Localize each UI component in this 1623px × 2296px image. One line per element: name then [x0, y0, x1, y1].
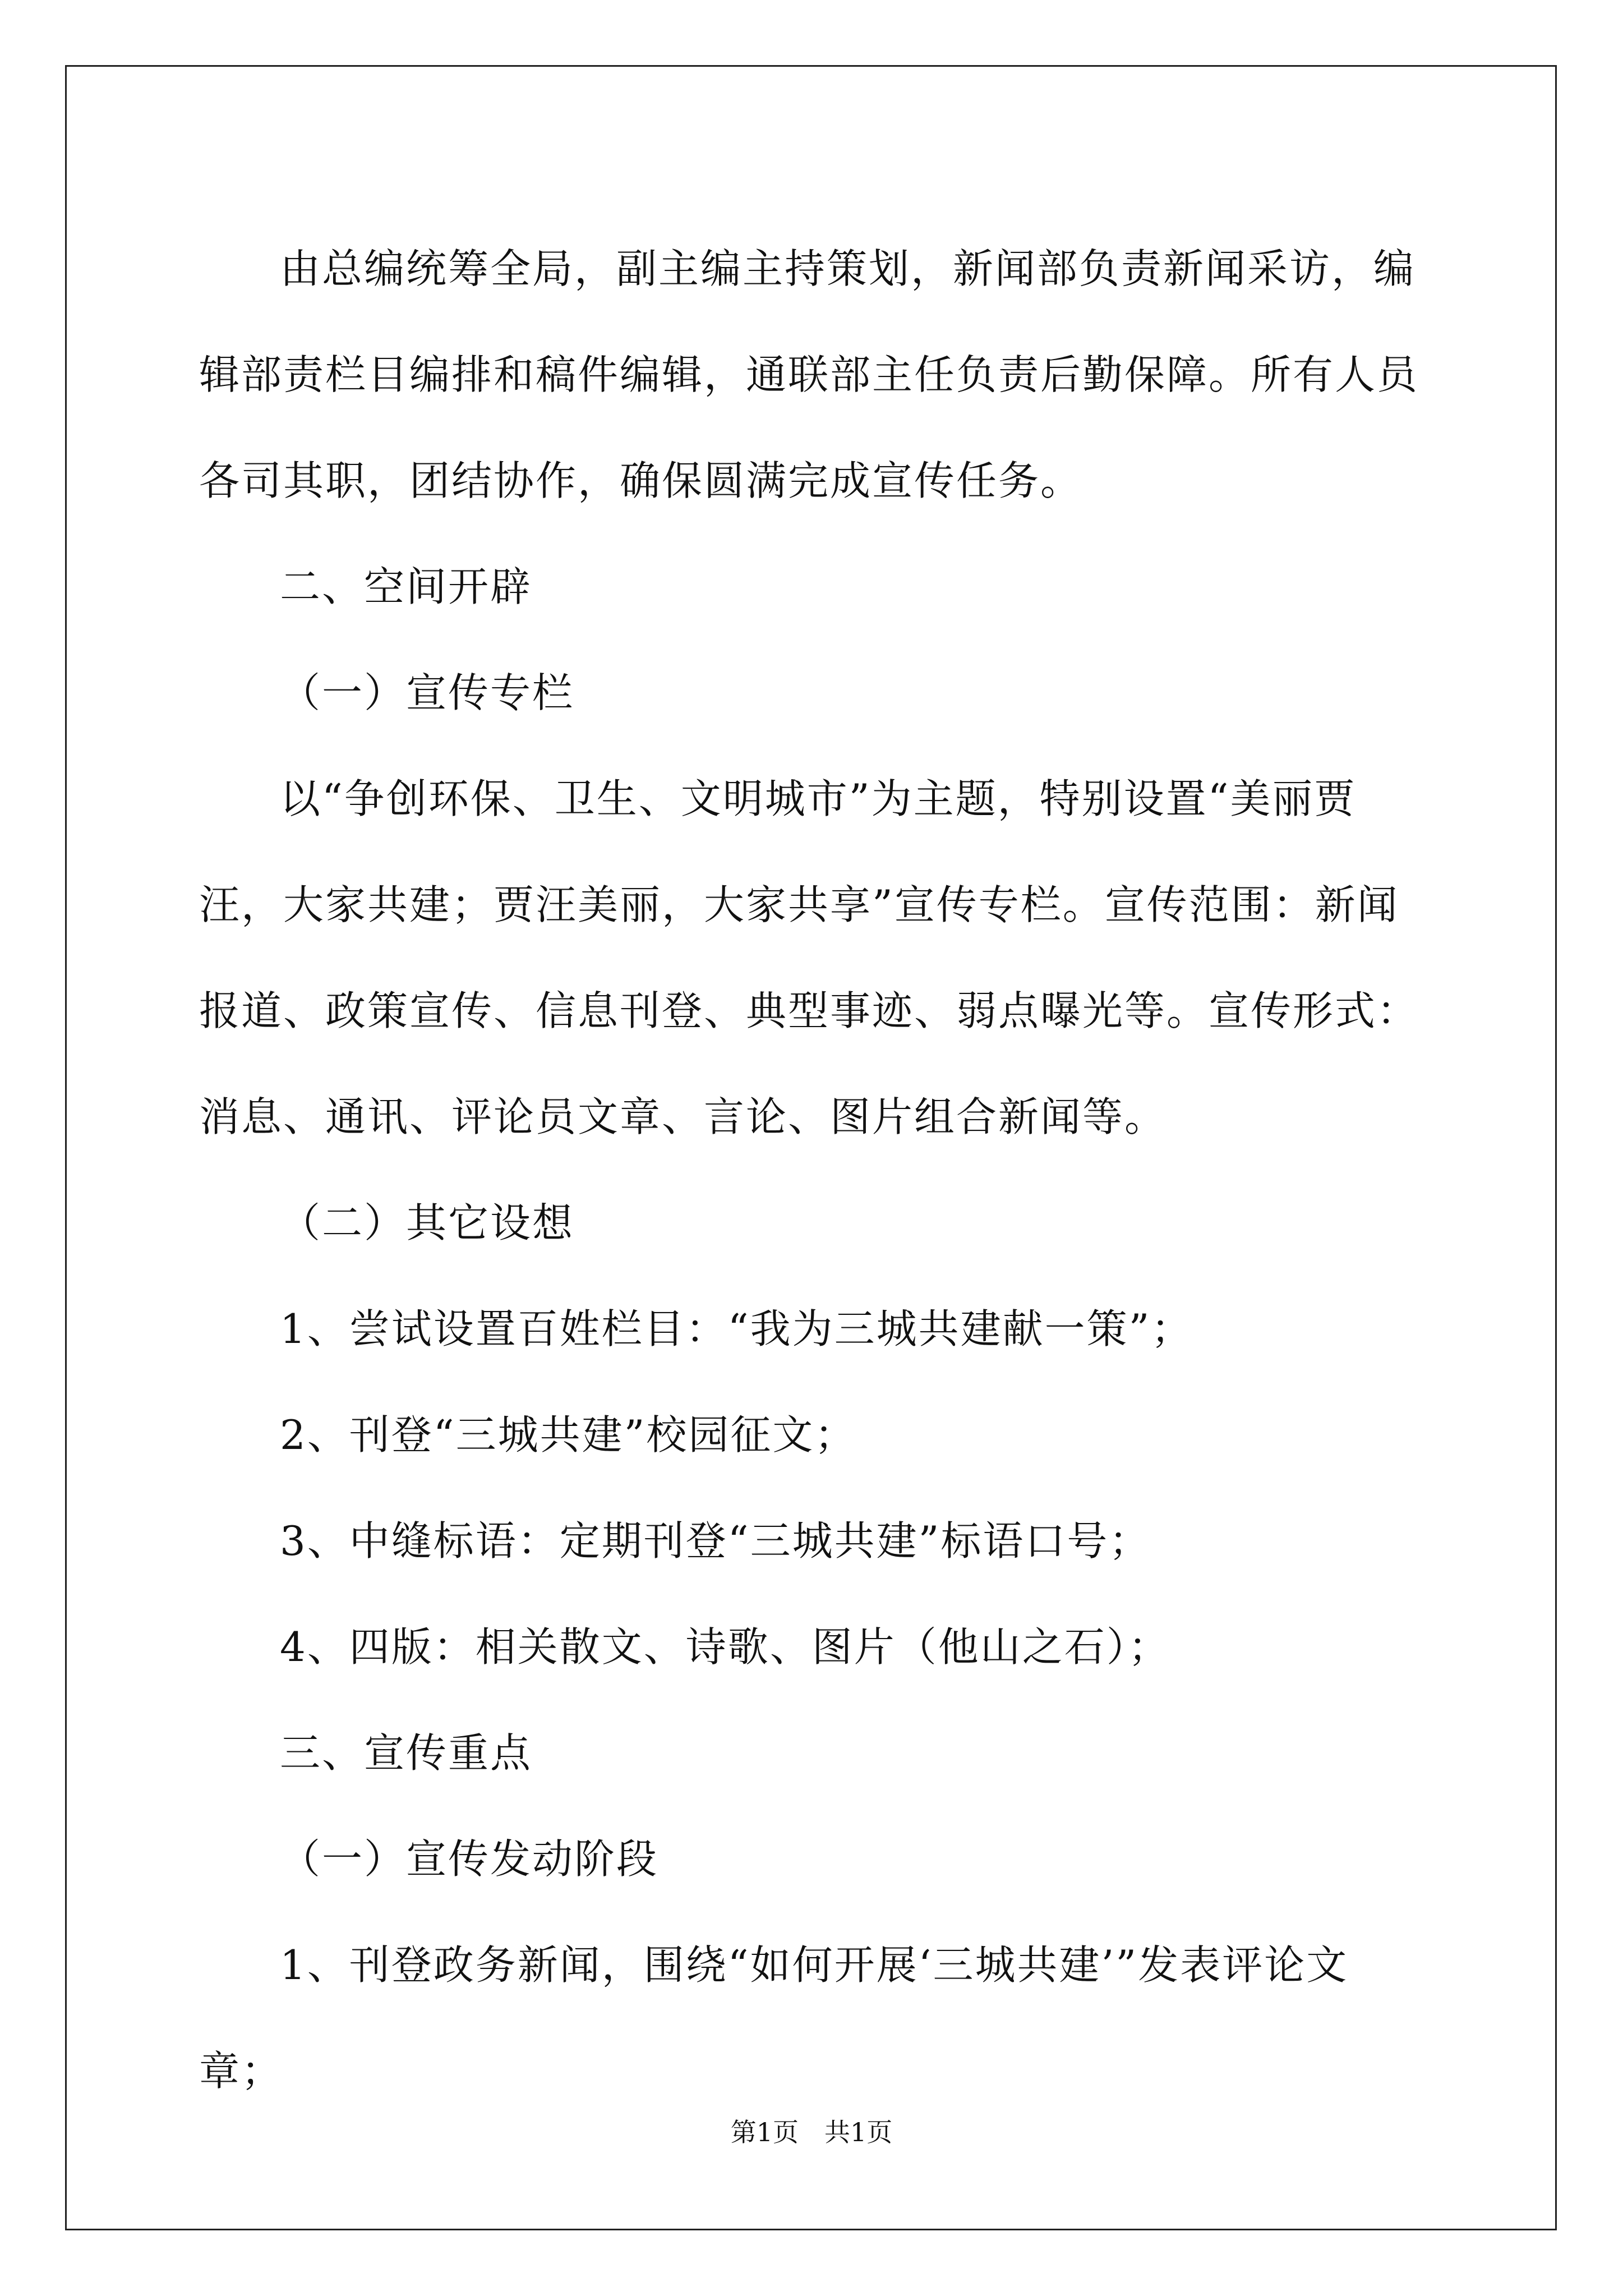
page-footer: 第1页 共1页 [730, 2117, 893, 2147]
list-item-2: 2、刊登“三城共建”校园征文； [280, 1411, 857, 1458]
heading-section-3: 三、宣传重点 [280, 1729, 533, 1777]
list-item-4: 4、四版：相关散文、诗歌、图片（他山之石）； [280, 1623, 1170, 1671]
paragraph-column-theme: 以“争创环保、卫生、文明城市”为主题，特别设置“美丽贾汪，大家共建；贾汪美丽，大家共享”宣传专栏。宣传范围：新闻报道、政策宣传、信息刊登、典型事迹、弱点曝光等。宣传形式：消息、通讯、评论员文章、言论、图片组合新闻等。 [199, 775, 1419, 1140]
list-item-1: 1、尝试设置百姓栏目：“我为三城共建献一策”； [280, 1305, 1193, 1352]
document-body [199, 216, 1427, 2124]
list-item-3: 3、中缝标语：定期刊登“三城共建”标语口号； [280, 1517, 1151, 1565]
subheading-mobilization: （一）宣传发动阶段 [280, 1835, 659, 1883]
subheading-column: （一）宣传专栏 [280, 669, 575, 716]
list-item-mobilization-1: 1、刊登政务新闻，围绕“如何开展‘三城共建’”发表评论文章； [199, 1941, 1349, 2095]
paragraph-organization: 由总编统筹全局，副主编主持策划，新闻部负责新闻采访，编辑部责栏目编排和稿件编辑，通联部主任负责后勤保障。所有人员各司其职，团结协作，确保圆满完成宣传任务。 [199, 245, 1419, 504]
subheading-other-ideas: （二）其它设想 [280, 1199, 575, 1246]
heading-section-2: 二、空间开辟 [280, 563, 533, 610]
